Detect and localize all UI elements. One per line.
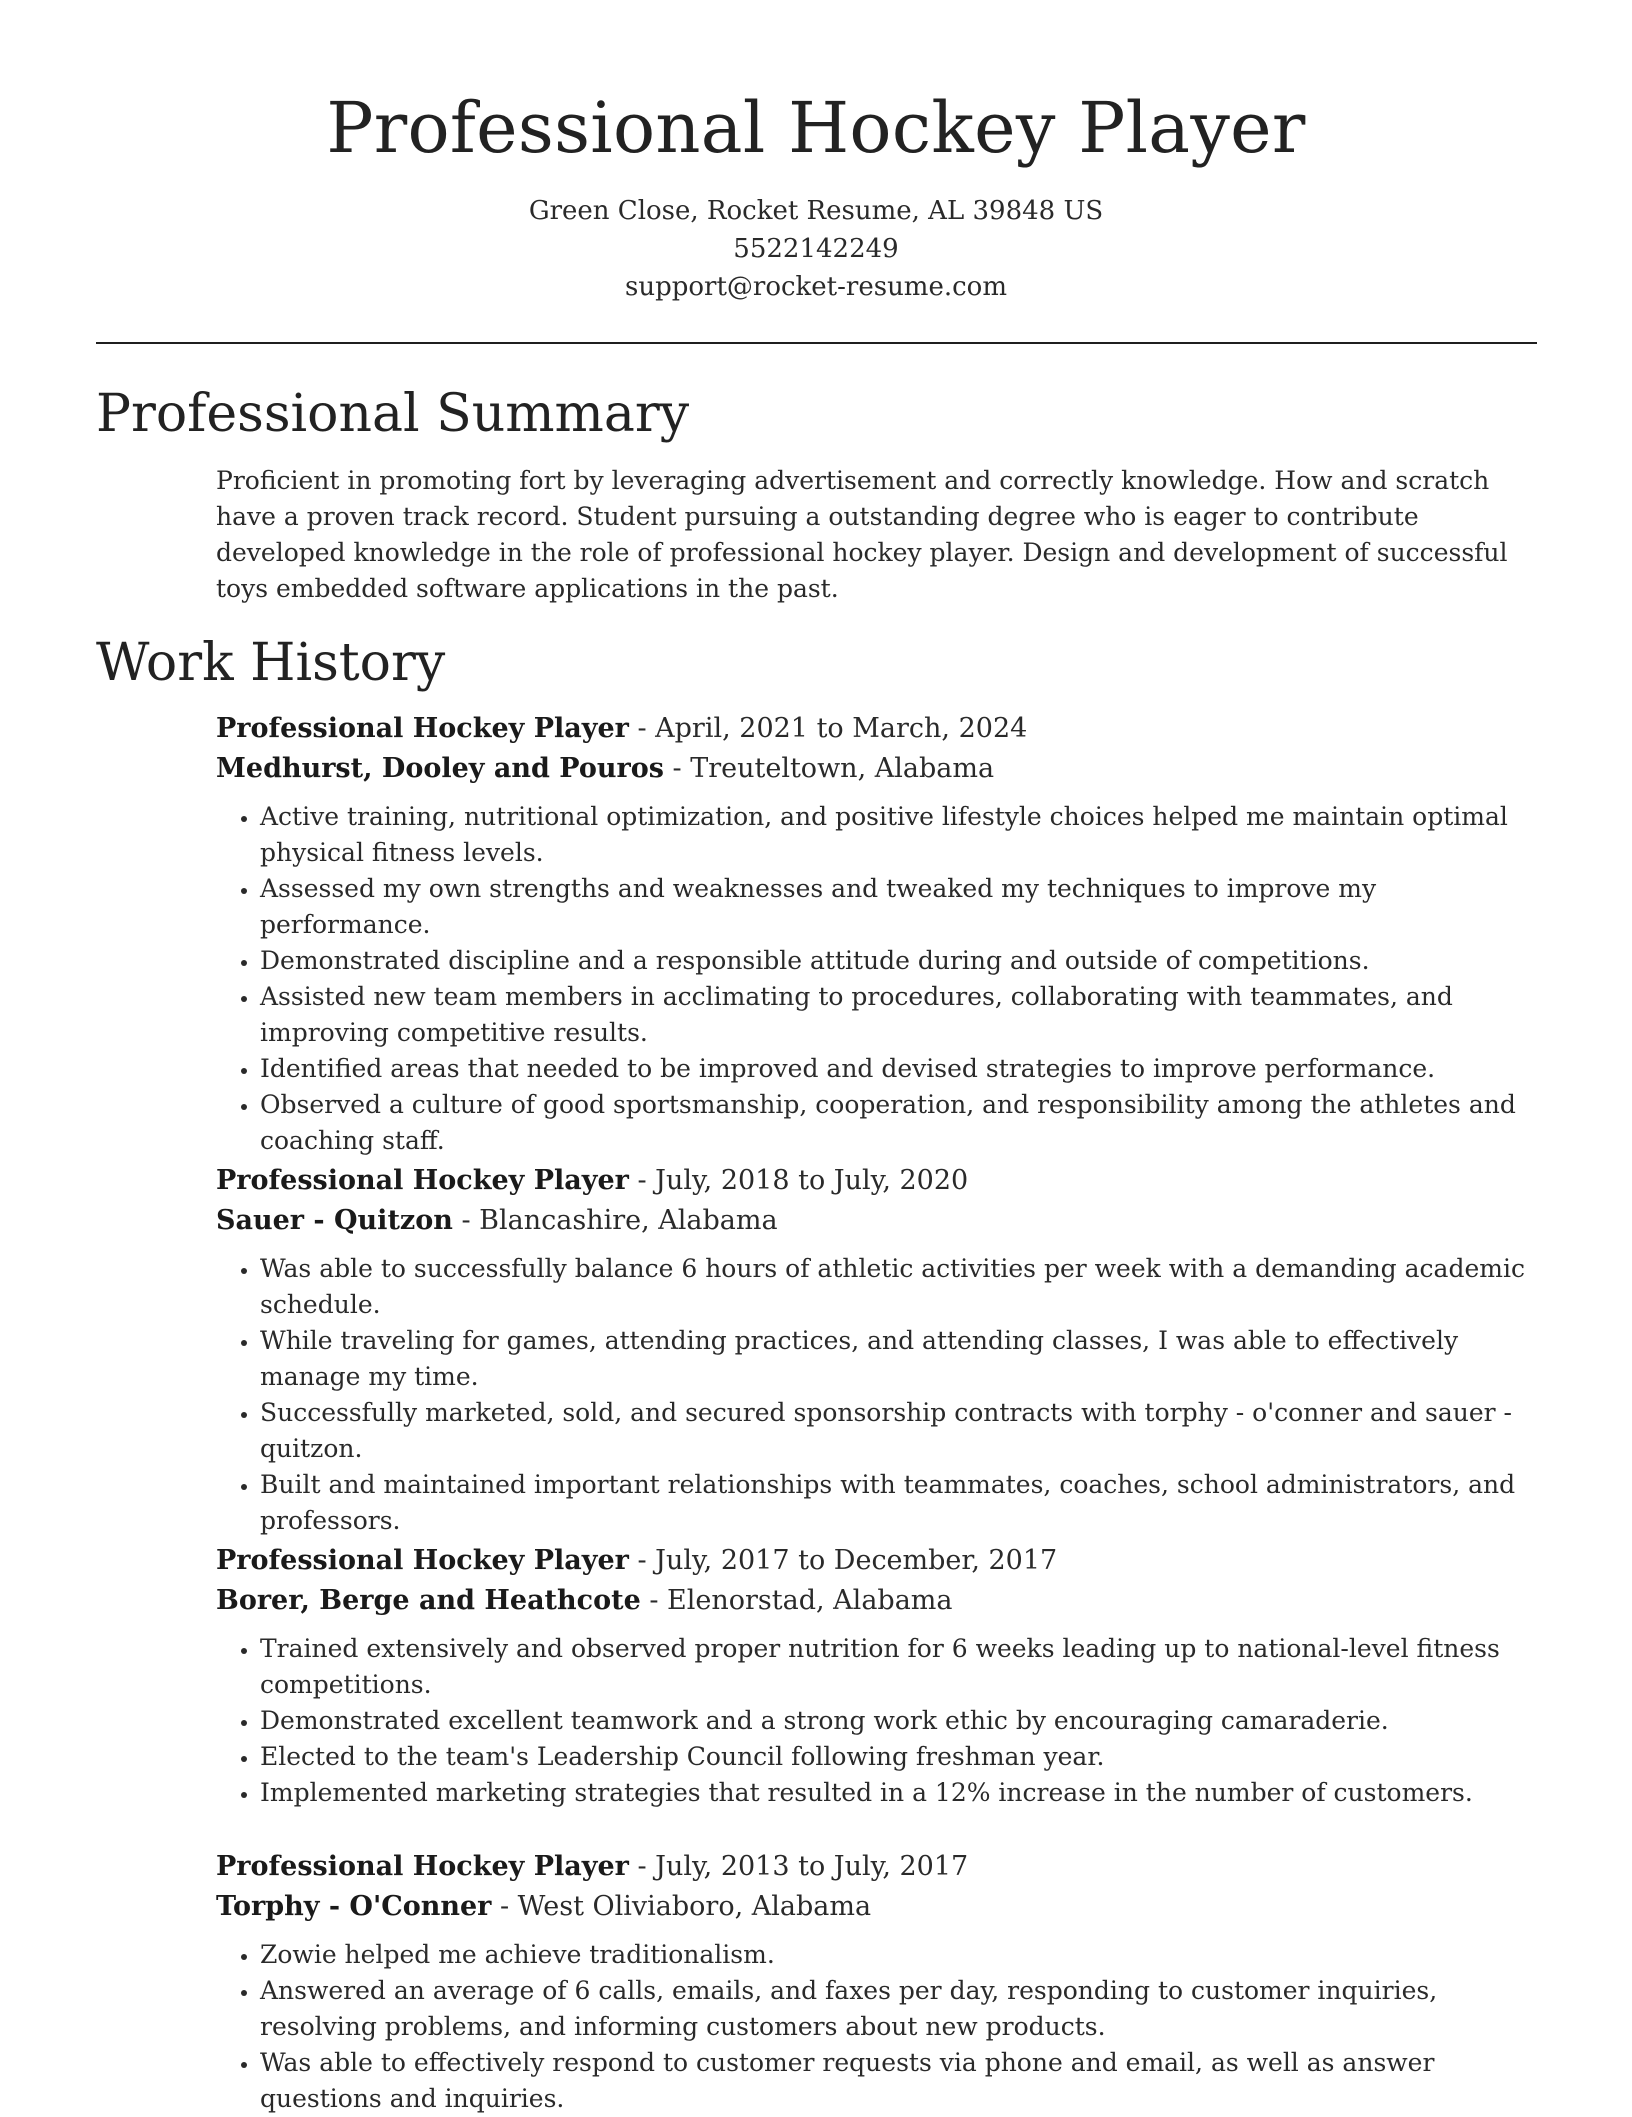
- job-title-line: [216, 1541, 1546, 1581]
- job-entry: [216, 1541, 1546, 1811]
- job-entry: [216, 709, 1546, 1159]
- job-dates: - July, 2013 to July, 2017: [628, 1851, 969, 1882]
- job-company: Borer, Berge and Heathcote: [216, 1585, 641, 1616]
- job-location: - Blancashire, Alabama: [452, 1205, 778, 1236]
- job-dates: - April, 2021 to March, 2024: [628, 713, 1028, 744]
- bullet-item: • Trained extensively and observed proper nutrition for 6 weeks leading up to national-level fitness competitions.: [260, 1631, 1546, 1703]
- job-bullets: [216, 1631, 1546, 1811]
- job-company: Medhurst, Dooley and Pouros: [216, 753, 664, 784]
- job-title: Professional Hockey Player: [216, 1851, 629, 1882]
- address: Green Close, Rocket Resume, AL 39848 US: [528, 196, 1104, 226]
- job-title-line: [216, 709, 1546, 749]
- job-title-line: [216, 1161, 1546, 1201]
- bullet-item: • Demonstrated excellent teamwork and a strong work ethic by encouraging camaraderie.: [260, 1703, 1546, 1739]
- job-bullets: [216, 1937, 1546, 2117]
- bullet-item: • Identified areas that needed to be improved and devised strategies to improve performance.: [260, 1051, 1546, 1087]
- work-history-heading: Work History: [96, 633, 446, 693]
- bullet-item: • Was able to successfully balance 6 hours of athletic activities per week with a demanding academic schedule.: [260, 1251, 1546, 1323]
- bullet-item: • Implemented marketing strategies that resulted in a 12% increase in the number of customers.: [260, 1775, 1546, 1811]
- contact-block: [0, 192, 1632, 306]
- bullet-item: • Answered an average of 6 calls, emails, and faxes per day, responding to customer inquiries, resolving problems, and informing customers about new products.: [260, 1973, 1546, 2045]
- job-company-line: [216, 749, 1546, 789]
- phone: 5522142249: [733, 234, 899, 264]
- job-title-line: [216, 1847, 1546, 1887]
- bullet-item: • Built and maintained important relationships with teammates, coaches, school administrators, and professors.: [260, 1467, 1546, 1539]
- bullet-item: • Assessed my own strengths and weaknesses and tweaked my techniques to improve my performance.: [260, 871, 1546, 943]
- header-divider: [96, 342, 1537, 344]
- job-location: - West Oliviaboro, Alabama: [491, 1891, 872, 1922]
- job-dates: - July, 2018 to July, 2020: [628, 1165, 969, 1196]
- job-dates: - July, 2017 to December, 2017: [628, 1545, 1058, 1576]
- job-location: - Treuteltown, Alabama: [663, 753, 995, 784]
- bullet-item: • Successfully marketed, sold, and secured sponsorship contracts with torphy - o'conner and sauer - quitzon.: [260, 1395, 1546, 1467]
- job-bullets: [216, 1251, 1546, 1539]
- job-title: Professional Hockey Player: [216, 1545, 629, 1576]
- bullet-item: • Was able to effectively respond to customer requests via phone and email, as well as answer questions and inquiries.: [260, 2045, 1546, 2117]
- job-company-line: [216, 1581, 1546, 1621]
- bullet-item: • Assisted new team members in acclimating to procedures, collaborating with teammates, and improving competitive results.: [260, 979, 1546, 1051]
- bullet-item: • While traveling for games, attending practices, and attending classes, I was able to effectively manage my time.: [260, 1323, 1546, 1395]
- bullet-item: • Elected to the team's Leadership Council following freshman year.: [260, 1739, 1546, 1775]
- job-company-line: [216, 1887, 1546, 1927]
- job-company: Sauer - Quitzon: [216, 1205, 453, 1236]
- job-company-line: [216, 1201, 1546, 1241]
- job-entry: [216, 1161, 1546, 1539]
- bullet-item: • Zowie helped me achieve traditionalism.: [260, 1937, 1546, 1973]
- candidate-name: Professional Hockey Player: [326, 87, 1306, 169]
- bullet-item: • Active training, nutritional optimization, and positive lifestyle choices helped me maintain optimal physical fitness levels.: [260, 799, 1546, 871]
- summary-heading: Professional Summary: [96, 384, 690, 444]
- job-company: Torphy - O'Conner: [216, 1891, 492, 1922]
- job-bullets: [216, 799, 1546, 1159]
- job-title: Professional Hockey Player: [216, 713, 629, 744]
- bullet-item: • Demonstrated discipline and a responsible attitude during and outside of competitions.: [260, 943, 1546, 979]
- job-title: Professional Hockey Player: [216, 1165, 629, 1196]
- bullet-item: • Observed a culture of good sportsmanship, cooperation, and responsibility among the athletes and coaching staff.: [260, 1087, 1546, 1159]
- email: support@rocket-resume.com: [624, 272, 1007, 302]
- job-entry: [216, 1847, 1546, 2117]
- summary-text: Proficient in promoting fort by leveraging advertisement and correctly knowledge. How and scratch have a proven track record. Student pursuing a outstanding degree who is eager to contribute developed knowledge in the role of professional hockey player. Design and development of successful toys embedded software applications in the past.: [216, 466, 1508, 603]
- job-location: - Elenorstad, Alabama: [640, 1585, 953, 1616]
